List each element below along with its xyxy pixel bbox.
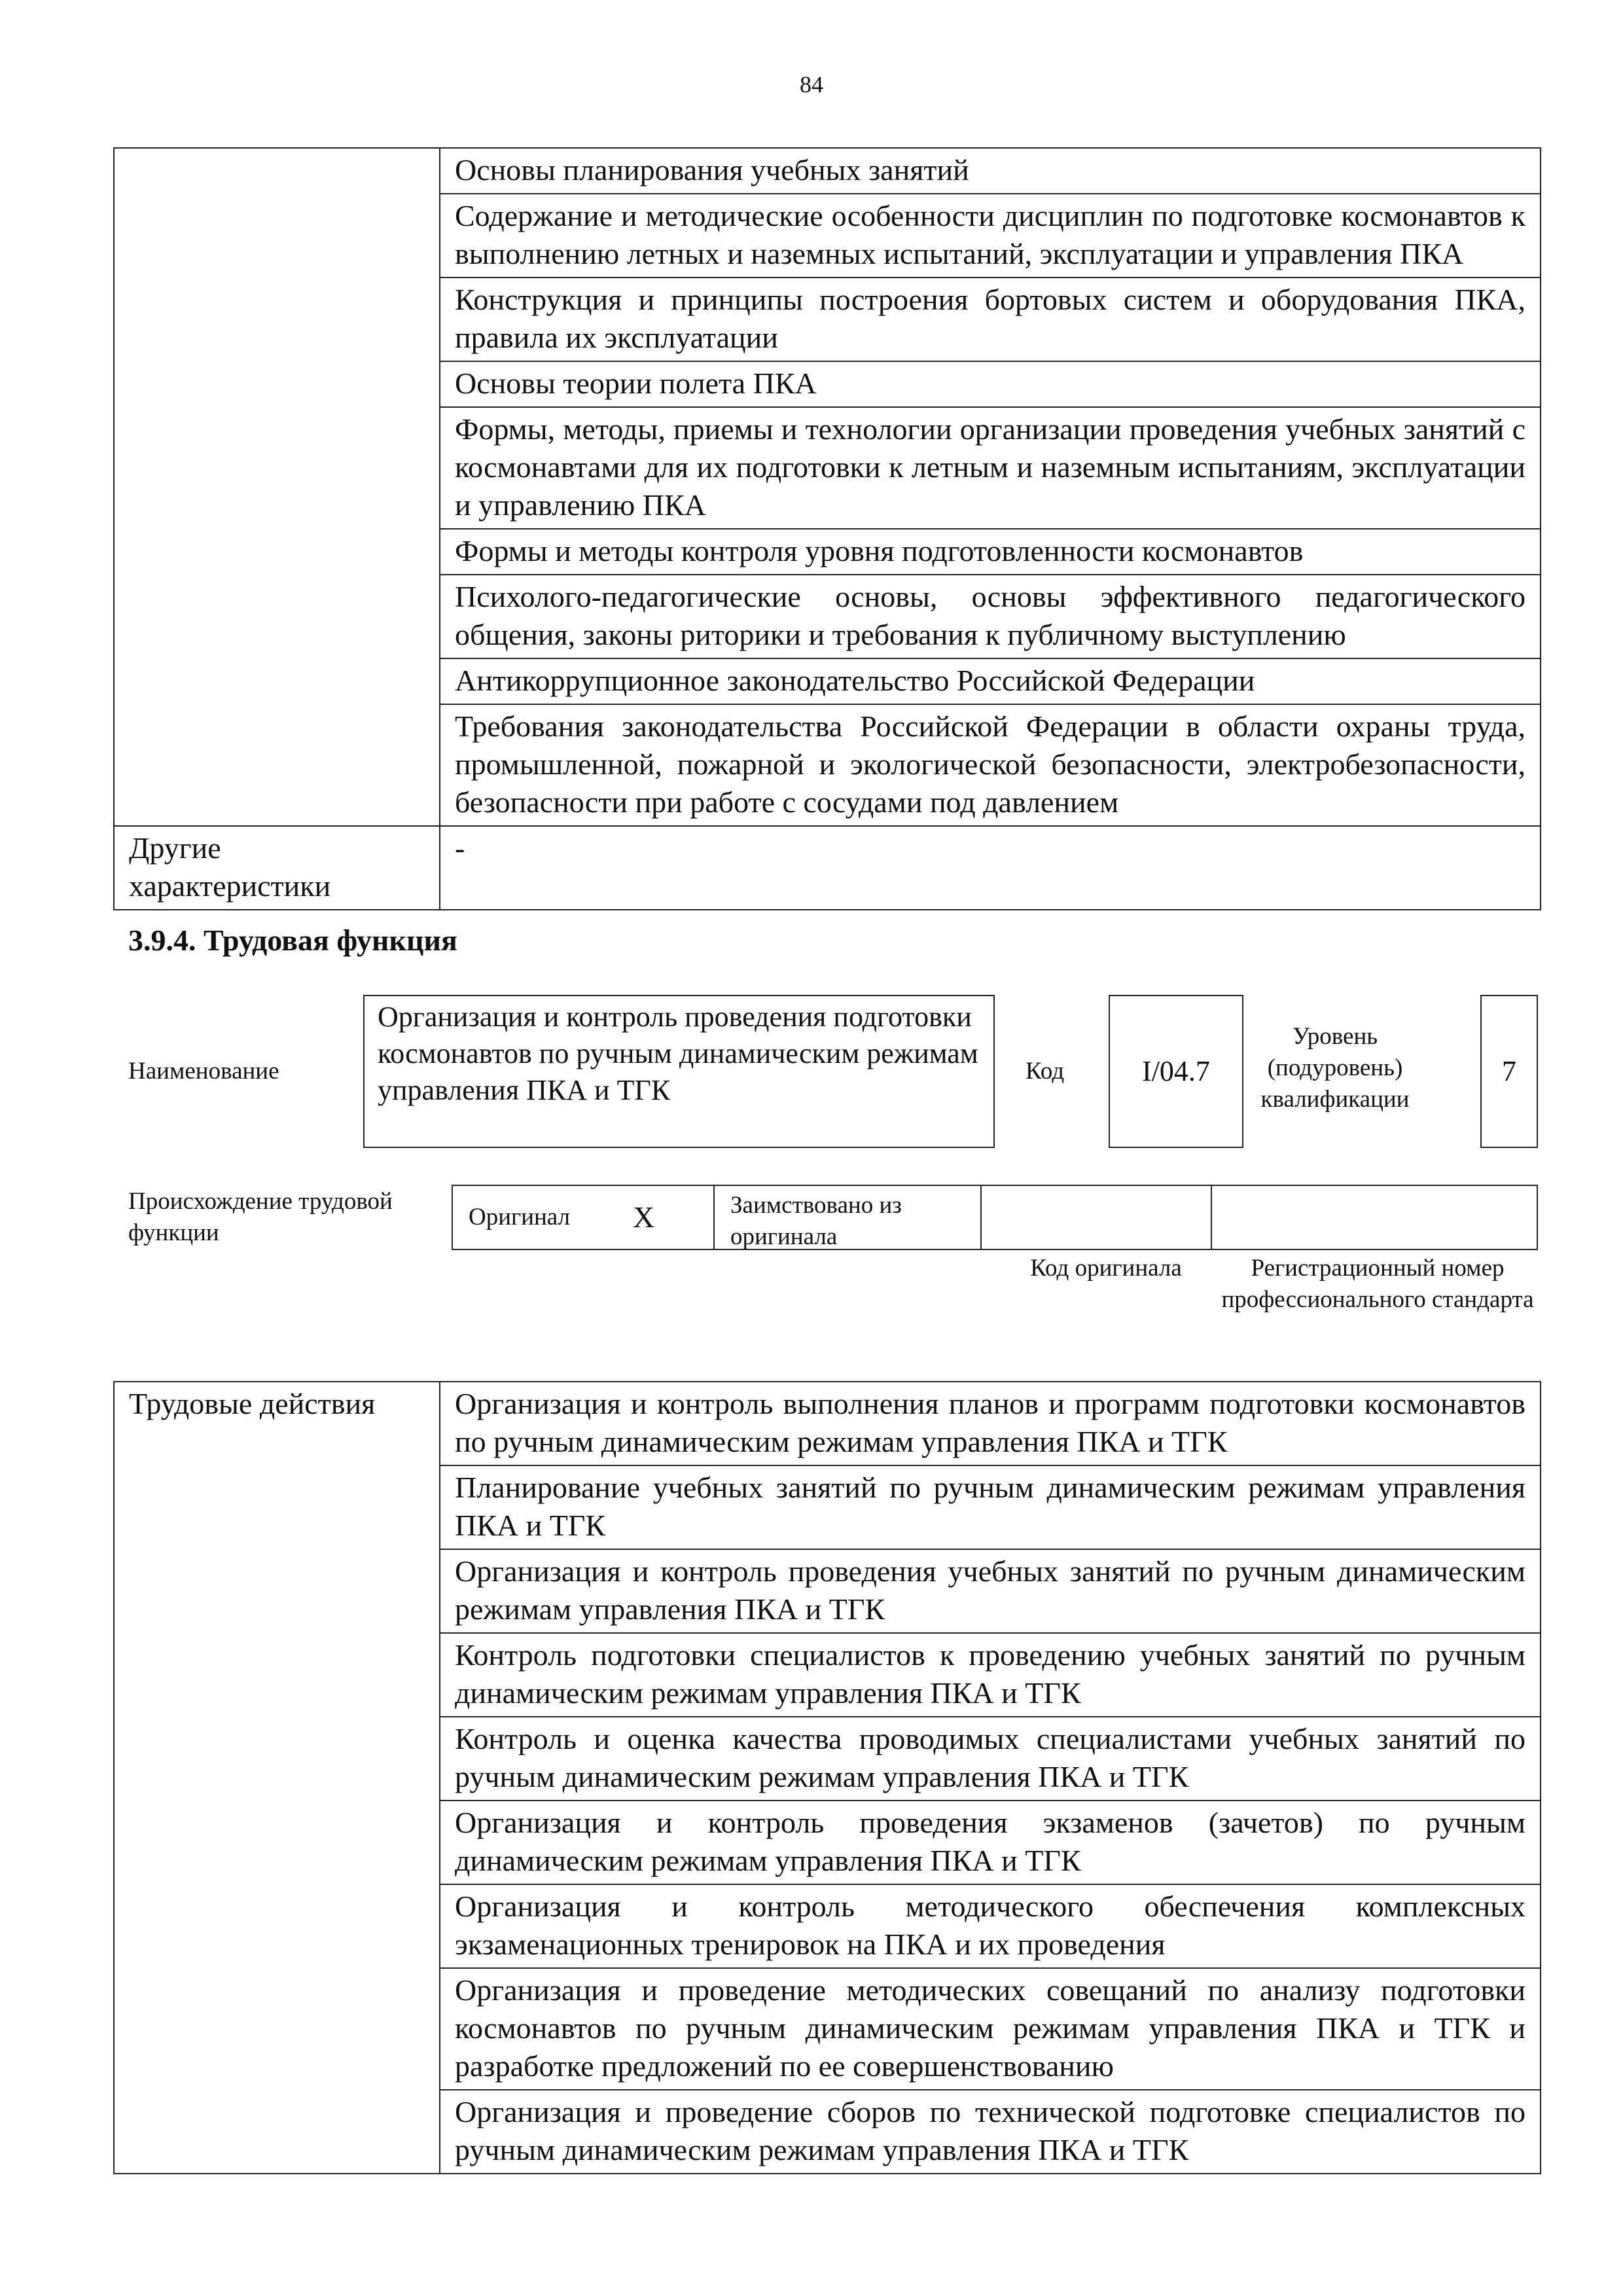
- labor-action-item: Планирование учебных занятий по ручным динамическим режимам управления ПКА и ТГК: [440, 1465, 1541, 1549]
- labor-action-item: Организация и контроль проведения учебных занятий по ручным динамическим режимам управления ПКА и ТГК: [440, 1549, 1541, 1633]
- origin-original-label: Оригинал: [469, 1204, 571, 1230]
- labor-actions-label: Трудовые действия: [114, 1382, 440, 2174]
- knowledge-item: Требования законодательства Российской Федерации в области охраны труда, промышленной, пожарной и экологической безопасности, электробезопасности, безопасности при работе с сосудами под давлением: [440, 704, 1541, 826]
- origin-borrowed-label: Заимствовано из оригинала: [730, 1192, 902, 1250]
- code-box: [1109, 995, 1243, 1148]
- labor-action-item: Организация и проведение сборов по технической подготовке специалистов по ручным динамическим режимам управления ПКА и ТГК: [440, 2090, 1541, 2174]
- knowledge-label-cell: [114, 148, 440, 826]
- level-label: Уровень (подуровень) квалификации: [1260, 1023, 1410, 1113]
- origin-code-caption: Код оригинала: [1030, 1255, 1182, 1282]
- knowledge-item: Конструкция и принципы построения бортовых систем и оборудования ПКА, правила их эксплуатации: [440, 278, 1541, 361]
- other-characteristics-label: Другие характеристики: [114, 826, 440, 910]
- labor-action-item: Организация и контроль выполнения планов и программ подготовки космонавтов по ручным динамическим режимам управления ПКА и ТГК: [440, 1382, 1541, 1465]
- level-value: 7: [1502, 1055, 1516, 1087]
- knowledge-item: Основы планирования учебных занятий: [440, 148, 1541, 194]
- origin-label: Происхождение трудовой функции: [128, 1188, 393, 1246]
- labor-action-item: Контроль и оценка качества проводимых специалистами учебных занятий по ручным динамическим режимам управления ПКА и ТГК: [440, 1717, 1541, 1801]
- origin-original-cell: [453, 1186, 715, 1249]
- page-number: 84: [800, 71, 823, 98]
- labor-action-item: Организация и контроль методического обеспечения комплексных экзаменационных тренировок на ПКА и их проведения: [440, 1884, 1541, 1968]
- section-heading: 3.9.4. Трудовая функция: [128, 924, 457, 957]
- origin-reg-caption: Регистрационный номер профессионального стандарта: [1221, 1255, 1534, 1313]
- labor-action-item: Организация и проведение методических совещаний по анализу подготовки космонавтов по ручным динамическим режимам управления ПКА и ТГК и разработке предложений по ее совершенствованию: [440, 1968, 1541, 2090]
- origin-reg-cell: [1212, 1186, 1537, 1249]
- knowledge-item: Антикоррупционное законодательство Российской Федерации: [440, 658, 1541, 704]
- origin-original-mark: X: [633, 1200, 655, 1234]
- function-name-box: [363, 995, 995, 1148]
- function-name: Организация и контроль проведения подготовки космонавтов по ручным динамическим режимам управления ПКА и ТГК: [378, 1001, 978, 1106]
- knowledge-item: Основы теории полета ПКА: [440, 361, 1541, 407]
- code-label: Код: [1026, 1058, 1065, 1085]
- name-label: Наименование: [128, 1058, 279, 1085]
- knowledge-item: Формы, методы, приемы и технологии организации проведения учебных занятий с космонавтами для их подготовки к летным и наземным испытаниям, эксплуатации и управлению ПКА: [440, 407, 1541, 529]
- code-value: I/04.7: [1142, 1055, 1210, 1087]
- knowledge-table: [113, 147, 1541, 910]
- origin-code-cell: [982, 1186, 1212, 1249]
- origin-borrowed-cell: [715, 1186, 982, 1249]
- other-characteristics-value: -: [440, 826, 1541, 910]
- level-box: [1480, 995, 1538, 1148]
- labor-action-item: Контроль подготовки специалистов к проведению учебных занятий по ручным динамическим режимам управления ПКА и ТГК: [440, 1633, 1541, 1717]
- knowledge-item: Психолого-педагогические основы, основы эффективного педагогического общения, законы риторики и требования к публичному выступлению: [440, 575, 1541, 658]
- labor-actions-table: [113, 1381, 1541, 2174]
- knowledge-item: Формы и методы контроля уровня подготовленности космонавтов: [440, 529, 1541, 575]
- origin-row: [452, 1185, 1538, 1250]
- labor-action-item: Организация и контроль проведения экзаменов (зачетов) по ручным динамическим режимам управления ПКА и ТГК: [440, 1801, 1541, 1884]
- knowledge-item: Содержание и методические особенности дисциплин по подготовке космонавтов к выполнению летных и наземных испытаний, эксплуатации и управления ПКА: [440, 194, 1541, 278]
